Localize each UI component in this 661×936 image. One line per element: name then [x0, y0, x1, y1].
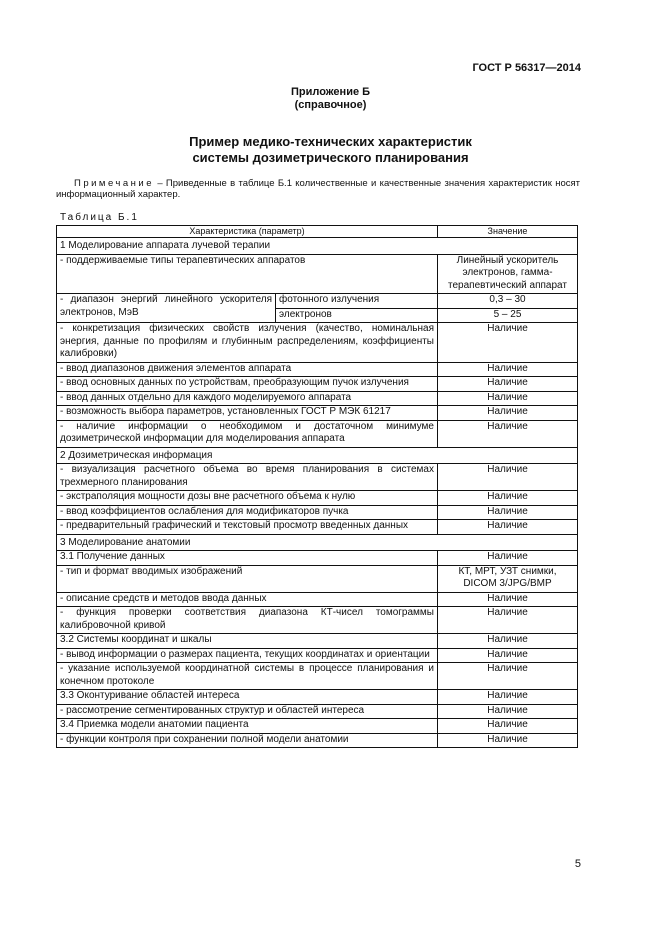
value-cell: КТ, МРТ, УЗТ снимки, DICOM 3/JPG/BMP: [438, 565, 578, 592]
annex-title: Приложение Б: [290, 86, 371, 98]
value-cell: Наличие: [438, 406, 578, 421]
value-cell: Наличие: [438, 648, 578, 663]
characteristic-cell: - ввод данных отдельно для каждого моделируемого аппарата: [57, 391, 438, 406]
sub-characteristic-cell: электронов: [276, 308, 438, 323]
header-value: Значение: [438, 226, 578, 238]
characteristic-cell: - поддерживаемые типы терапевтических аппаратов: [57, 254, 438, 294]
table-header-row: [57, 226, 578, 238]
sub-characteristic-cell: фотонного излучения: [276, 294, 438, 309]
value-cell: Наличие: [438, 323, 578, 363]
value-cell: Наличие: [438, 592, 578, 607]
table-row: [57, 690, 578, 705]
value-cell: Наличие: [438, 420, 578, 447]
characteristics-table: [56, 225, 578, 748]
page-number: 5: [574, 858, 581, 870]
table-row: [57, 607, 578, 634]
characteristic-cell: - ввод диапазонов движения элементов аппарата: [57, 362, 438, 377]
table-row: [57, 565, 578, 592]
table-row: [57, 592, 578, 607]
note: [56, 178, 580, 200]
characteristic-cell: - возможность выбора параметров, установленных ГОСТ Р МЭК 61217: [57, 406, 438, 421]
table-row: [57, 464, 578, 491]
title-line-2: системы дозиметрического планирования: [192, 150, 469, 165]
annex-heading: [0, 86, 661, 112]
table-row: [57, 663, 578, 690]
value-cell: Наличие: [438, 634, 578, 649]
characteristic-cell: - диапазон энергий линейного ускорителя электронов, МэВ: [57, 294, 276, 323]
table-row: [57, 719, 578, 734]
value-cell: Наличие: [438, 491, 578, 506]
table-section-row: [57, 534, 578, 551]
value-cell: 0,3 – 30: [438, 294, 578, 309]
characteristic-cell: - визуализация расчетного объема во время планирования в системах трехмерного планирования: [57, 464, 438, 491]
value-cell: Наличие: [438, 607, 578, 634]
standard-number: ГОСТ Р 56317—2014: [472, 62, 581, 74]
table-section-row: [57, 238, 578, 255]
characteristic-cell: - описание средств и методов ввода данных: [57, 592, 438, 607]
value-cell: Наличие: [438, 391, 578, 406]
table-row: [57, 323, 578, 363]
characteristic-cell: 3.4 Приемка модели анатомии пациента: [57, 719, 438, 734]
characteristic-cell: 3.3 Оконтуривание областей интереса: [57, 690, 438, 705]
characteristic-cell: - конкретизация физических свойств излучения (качество, номинальная энергия, данные по профилям и глубинным распределениям, коэффициенты калибровки): [57, 323, 438, 363]
characteristic-cell: 3.1 Получение данных: [57, 551, 438, 566]
characteristic-cell: - функции контроля при сохранении полной модели анатомии: [57, 733, 438, 748]
table-section-row: [57, 447, 578, 464]
value-cell: Наличие: [438, 719, 578, 734]
table-row: [57, 505, 578, 520]
note-text: – Приведенные в таблице Б.1 количественные и качественные значения характеристик носят информационный характер.: [56, 178, 580, 200]
value-cell: Наличие: [438, 464, 578, 491]
value-cell: Наличие: [438, 505, 578, 520]
table-row: [57, 704, 578, 719]
characteristic-cell: - наличие информации о необходимом и достаточном минимуме дозиметрической информации для моделирования аппарата: [57, 420, 438, 447]
annex-subtitle: (справочное): [294, 99, 367, 111]
table-row: [57, 294, 578, 309]
table-row: [57, 406, 578, 421]
section-title: 2 Дозиметрическая информация: [57, 447, 578, 464]
value-cell: Наличие: [438, 551, 578, 566]
value-cell: 5 – 25: [438, 308, 578, 323]
table-row: [57, 733, 578, 748]
table-row: [57, 491, 578, 506]
value-cell: Наличие: [438, 520, 578, 535]
value-cell: Наличие: [438, 362, 578, 377]
table-row: [57, 254, 578, 294]
table-row: [57, 420, 578, 447]
characteristic-cell: - вывод информации о размерах пациента, текущих координатах и ориентации: [57, 648, 438, 663]
table-row: [57, 362, 578, 377]
table-caption: Таблица Б.1: [60, 212, 139, 223]
value-cell: Наличие: [438, 733, 578, 748]
value-cell: Наличие: [438, 663, 578, 690]
section-title: 1 Моделирование аппарата лучевой терапии: [57, 238, 578, 255]
header-characteristic: Характеристика (параметр): [57, 226, 438, 238]
table-row: [57, 377, 578, 392]
table-row: [57, 391, 578, 406]
value-cell: Наличие: [438, 377, 578, 392]
value-cell: Наличие: [438, 690, 578, 705]
characteristic-cell: - тип и формат вводимых изображений: [57, 565, 438, 592]
document-title: [0, 134, 661, 166]
value-cell: Линейный ускоритель электронов, гамма-терапевтический аппарат: [438, 254, 578, 294]
characteristic-cell: - функция проверки соответствия диапазона КТ-чисел томограммы калибровочной кривой: [57, 607, 438, 634]
table-row: [57, 520, 578, 535]
characteristic-cell: - экстраполяция мощности дозы вне расчетного объема к нулю: [57, 491, 438, 506]
table-row: [57, 648, 578, 663]
characteristic-cell: 3.2 Системы координат и шкалы: [57, 634, 438, 649]
value-cell: Наличие: [438, 704, 578, 719]
table-row: [57, 634, 578, 649]
note-label: Примечание: [74, 178, 154, 189]
section-title: 3 Моделирование анатомии: [57, 534, 578, 551]
characteristic-cell: - рассмотрение сегментированных структур и областей интереса: [57, 704, 438, 719]
characteristic-cell: - ввод коэффициентов ослабления для модификаторов пучка: [57, 505, 438, 520]
characteristic-cell: - ввод основных данных по устройствам, преобразующим пучок излучения: [57, 377, 438, 392]
characteristic-cell: - указание используемой координатной системы в процессе планирования и конечном протоколе: [57, 663, 438, 690]
characteristic-cell: - предварительный графический и текстовый просмотр введенных данных: [57, 520, 438, 535]
table-row: [57, 551, 578, 566]
title-line-1: Пример медико-технических характеристик: [189, 134, 472, 149]
